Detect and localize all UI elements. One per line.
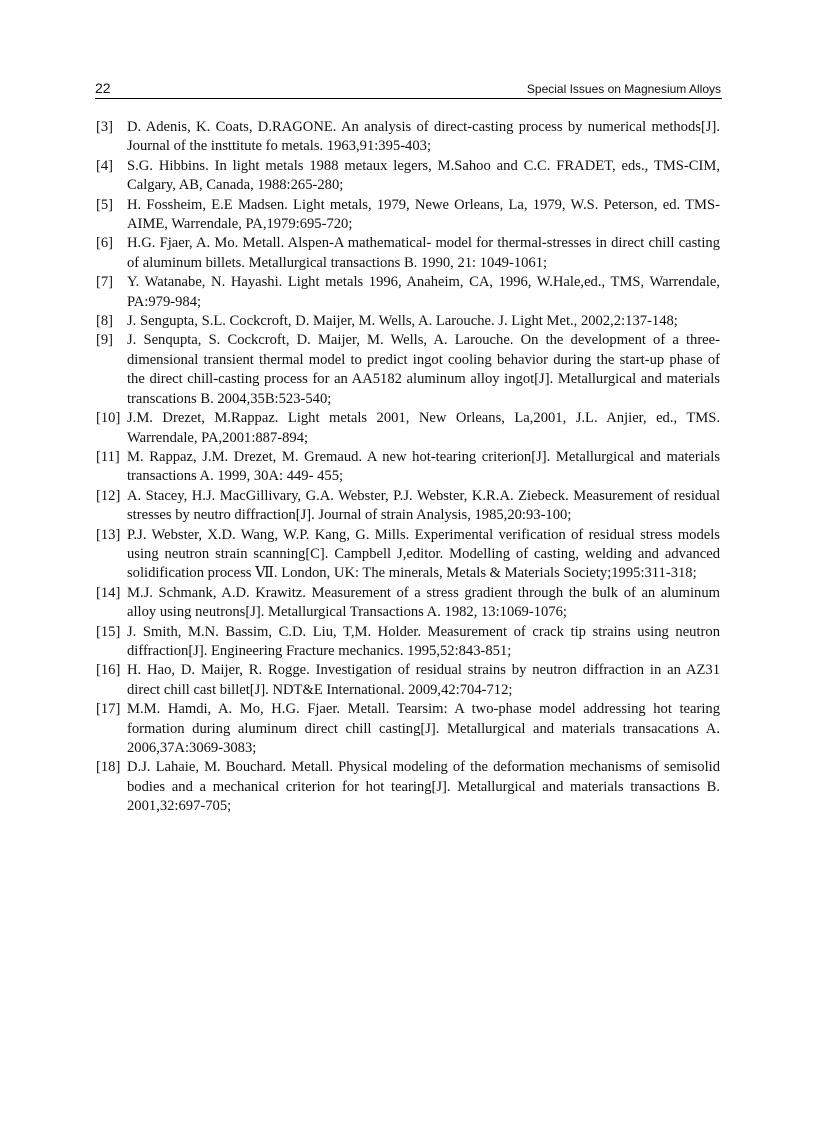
reference-text: H. Hao, D. Maijer, R. Rogge. Investigation of residual strains by neutron diffraction in an AZ31 direct chill cast billet[J]. NDT&E International. 2009,42:704-712;: [127, 662, 720, 698]
reference-number: [16]: [96, 662, 121, 679]
reference-number: [6]: [96, 235, 114, 252]
reference-number: [11]: [96, 448, 120, 465]
running-header: [95, 80, 722, 99]
reference-item: [96, 661, 720, 700]
reference-text: M.M. Hamdi, A. Mo, H.G. Fjaer. Metall. Tearsim: A two-phase model addressing hot tearing formation during aluminum direct chill casting[J]. Metallurgical and materials transacations A. 2006,37A:3069-3083;: [127, 701, 720, 756]
reference-text: J. Senqupta, S. Cockcroft, D. Maijer, M. Wells, A. Larouche. On the development of a three-dimensional transient thermal model to predict ingot cooling behavior during the start-up phase of the direct chill-casting process for an AA5182 aluminum alloy ingot[J]. Metallurgical and materials transcations B. 2004,35B:523-540;: [127, 332, 720, 407]
reference-item: [96, 312, 720, 331]
reference-list: [96, 118, 720, 817]
reference-text: P.J. Webster, X.D. Wang, W.P. Kang, G. Mills. Experimental verification of residual stress models using neutron strain scanning[C]. Campbell J,editor. Modelling of casting, welding and advanced solidification process Ⅶ. London, UK: The minerals, Metals & Materials Society;1995:311-318;: [127, 526, 720, 582]
reference-item: [96, 118, 720, 157]
reference-item: [96, 331, 720, 409]
reference-item: [96, 584, 720, 623]
book-title: Special Issues on Magnesium Alloys: [526, 82, 721, 96]
reference-number: [18]: [96, 759, 121, 776]
page-number: 22: [95, 80, 111, 96]
reference-item: [96, 526, 720, 584]
reference-item: [96, 234, 720, 273]
reference-item: [96, 196, 720, 235]
reference-number: [5]: [96, 196, 114, 213]
reference-text: D. Adenis, K. Coats, D.RAGONE. An analysis of direct-casting process by numerical methods[J]. Journal of the insttitute fo metals. 1963,91:395-403;: [127, 119, 720, 155]
reference-item: [96, 448, 720, 487]
reference-text: M. Rappaz, J.M. Drezet, M. Gremaud. A new hot-tearing criterion[J]. Metallurgical and materials transactions A. 1999, 30A: 449- 455;: [127, 448, 720, 485]
reference-text: J. Smith, M.N. Bassim, C.D. Liu, T,M. Holder. Measurement of crack tip strains using neutron diffraction[J]. Engineering Fracture mechanics. 1995,52:843-851;: [127, 623, 720, 659]
reference-number: [17]: [96, 701, 121, 718]
reference-text: J.M. Drezet, M.Rappaz. Light metals 2001, New Orleans, La,2001, J.L. Anjier, ed., TMS. Warrendale, PA,2001:887-894;: [127, 410, 720, 446]
reference-item: [96, 409, 720, 448]
reference-text: Y. Watanabe, N. Hayashi. Light metals 1996, Anaheim, CA, 1996, W.Hale,ed., TMS, Warrendale, PA:979-984;: [127, 274, 720, 310]
reference-text: D.J. Lahaie, M. Bouchard. Metall. Physical modeling of the deformation mechanisms of semisolid bodies and a mechanical criterion for hot tearing[J]. Metallurgical and materials transactions B. 2001,32:697-705;: [127, 759, 720, 815]
reference-text: M.J. Schmank, A.D. Krawitz. Measurement of a stress gradient through the bulk of an aluminum alloy using neutrons[J]. Metallurgical Transactions A. 1982, 13:1069-1076;: [127, 584, 720, 621]
reference-text: J. Sengupta, S.L. Cockcroft, D. Maijer, M. Wells, A. Larouche. J. Light Met., 2002,2:137-148;: [127, 313, 678, 330]
reference-item: [96, 623, 720, 662]
reference-number: [12]: [96, 487, 121, 504]
reference-number: [8]: [96, 313, 114, 330]
reference-number: [13]: [96, 526, 121, 543]
reference-text: S.G. Hibbins. In light metals 1988 metaux legers, M.Sahoo and C.C. FRADET, eds., TMS-CIM, Calgary, AB, Canada, 1988:265-280;: [127, 157, 720, 194]
reference-item: [96, 758, 720, 816]
reference-number: [14]: [96, 584, 121, 601]
reference-number: [9]: [96, 332, 114, 349]
reference-number: [15]: [96, 623, 121, 640]
reference-text: H. Fossheim, E.E Madsen. Light metals, 1979, Newe Orleans, La, 1979, W.S. Peterson, ed. TMS-AIME, Warrendale, PA,1979:695-720;: [127, 196, 720, 233]
reference-item: [96, 157, 720, 196]
reference-item: [96, 273, 720, 312]
reference-text: A. Stacey, H.J. MacGillivary, G.A. Webster, P.J. Webster, K.R.A. Ziebeck. Measurement of residual stresses by neutro diffraction[J]. Journal of strain Analysis, 1985,20:93-100;: [127, 487, 720, 524]
reference-number: [7]: [96, 274, 114, 291]
reference-item: [96, 487, 720, 526]
reference-number: [10]: [96, 410, 121, 427]
reference-number: [3]: [96, 119, 114, 135]
reference-item: [96, 700, 720, 758]
reference-number: [4]: [96, 157, 114, 174]
reference-text: H.G. Fjaer, A. Mo. Metall. Alspen-A mathematical- model for thermal-stresses in direct chill casting of aluminum billets. Metallurgical transactions B. 1990, 21: 1049-1061;: [127, 235, 720, 271]
